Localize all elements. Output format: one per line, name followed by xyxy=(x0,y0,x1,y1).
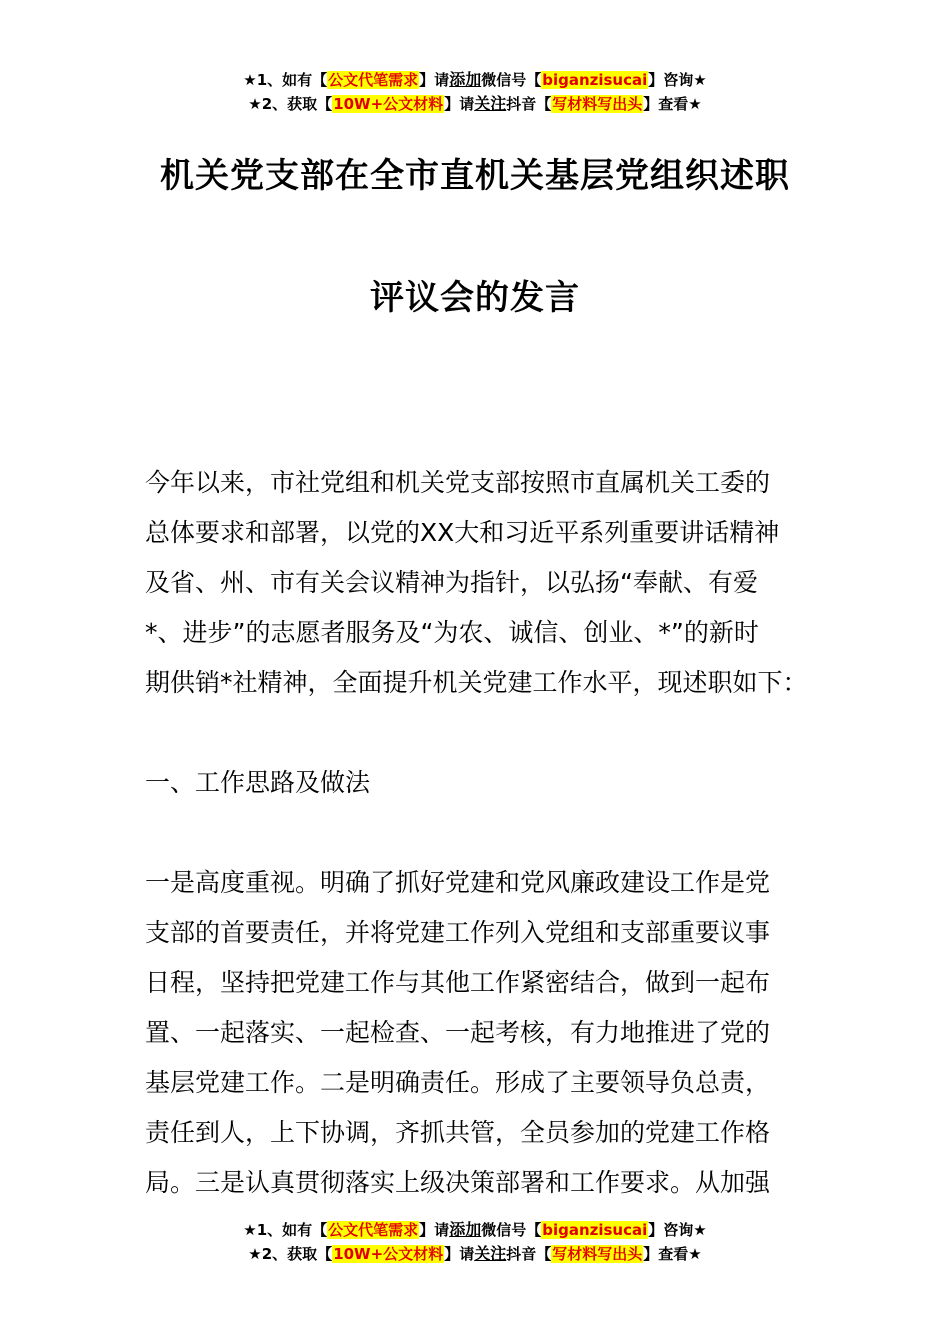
banner-text: 】查看★ xyxy=(643,1245,702,1263)
banner-underline-follow: 关注 xyxy=(474,94,507,113)
paragraph-line: 总体要求和部署，以党的XX大和习近平系列重要讲话精神 xyxy=(145,518,780,547)
banner-highlight-wechat: biganzisucai xyxy=(542,1221,648,1239)
header-banner xyxy=(0,68,950,116)
document-title-line-2: 评议会的发言 xyxy=(370,278,580,318)
section-heading: 一、工作思路及做法 xyxy=(145,768,371,797)
paragraph-line: 一是高度重视。明确了抓好党建和党风廉政建设工作是党 xyxy=(145,868,771,897)
paragraph-line: 期供销*社精神，全面提升机关党建工作水平，现述职如下： xyxy=(145,668,808,697)
banner-text: 抖音【 xyxy=(506,1245,552,1263)
paragraph-line: *、进步”的志愿者服务及“为农、诚信、创业、*”的新时 xyxy=(145,618,759,647)
footer-banner xyxy=(0,1218,950,1266)
document-title-line-1: 机关党支部在全市直机关基层党组织述职 xyxy=(160,156,790,196)
banner-text: ★1、如有【 xyxy=(243,71,328,89)
banner-underline-add: 添加 xyxy=(449,1220,482,1239)
banner-text: 】请 xyxy=(444,95,475,113)
banner-highlight-materials: 10W+公文材料 xyxy=(333,95,444,113)
paragraph-line: 责任到人，上下协调，齐抓共管，全员参加的党建工作格 xyxy=(145,1118,771,1147)
banner-text: ★1、如有【 xyxy=(243,1221,328,1239)
banner-text: 】咨询★ xyxy=(648,71,707,89)
banner-highlight-douyin: 写材料写出头 xyxy=(552,95,643,113)
banner-text: ★2、获取【 xyxy=(248,1245,333,1263)
banner-text: 】请 xyxy=(419,1221,450,1239)
banner-highlight-douyin: 写材料写出头 xyxy=(552,1245,643,1263)
banner-highlight-wechat: biganzisucai xyxy=(542,71,648,89)
paragraph-line: 及省、州、市有关会议精神为指针，以弘扬“奉献、有爱 xyxy=(145,568,758,597)
banner-highlight-service: 公文代笔需求 xyxy=(328,71,419,89)
banner-text: 微信号【 xyxy=(481,1221,542,1239)
banner-underline-add: 添加 xyxy=(449,70,482,89)
banner-highlight-service: 公文代笔需求 xyxy=(328,1221,419,1239)
banner-line-2 xyxy=(0,1242,950,1266)
intro-paragraph xyxy=(145,458,810,708)
paragraph-line: 支部的首要责任，并将党建工作列入党组和支部重要议事 xyxy=(145,918,771,947)
banner-text: 微信号【 xyxy=(481,71,542,89)
paragraph-line: 局。三是认真贯彻落实上级决策部署和工作要求。从加强 xyxy=(145,1168,771,1197)
banner-line-1 xyxy=(0,1218,950,1242)
paragraph-line: 日程，坚持把党建工作与其他工作紧密结合，做到一起布 xyxy=(145,968,771,997)
banner-text: 】查看★ xyxy=(643,95,702,113)
banner-text: 】咨询★ xyxy=(648,1221,707,1239)
banner-text: 抖音【 xyxy=(506,95,552,113)
banner-underline-follow: 关注 xyxy=(474,1244,507,1263)
banner-text: ★2、获取【 xyxy=(248,95,333,113)
paragraph-line: 今年以来，市社党组和机关党支部按照市直属机关工委的 xyxy=(145,468,771,497)
banner-line-1 xyxy=(0,68,950,92)
banner-line-2 xyxy=(0,92,950,116)
paragraph-line: 基层党建工作。二是明确责任。形成了主要领导负总责， xyxy=(145,1068,771,1097)
banner-highlight-materials: 10W+公文材料 xyxy=(333,1245,444,1263)
banner-text: 】请 xyxy=(419,71,450,89)
section-paragraph xyxy=(145,858,810,1208)
paragraph-line: 置、一起落实、一起检查、一起考核，有力地推进了党的 xyxy=(145,1018,771,1047)
banner-text: 】请 xyxy=(444,1245,475,1263)
